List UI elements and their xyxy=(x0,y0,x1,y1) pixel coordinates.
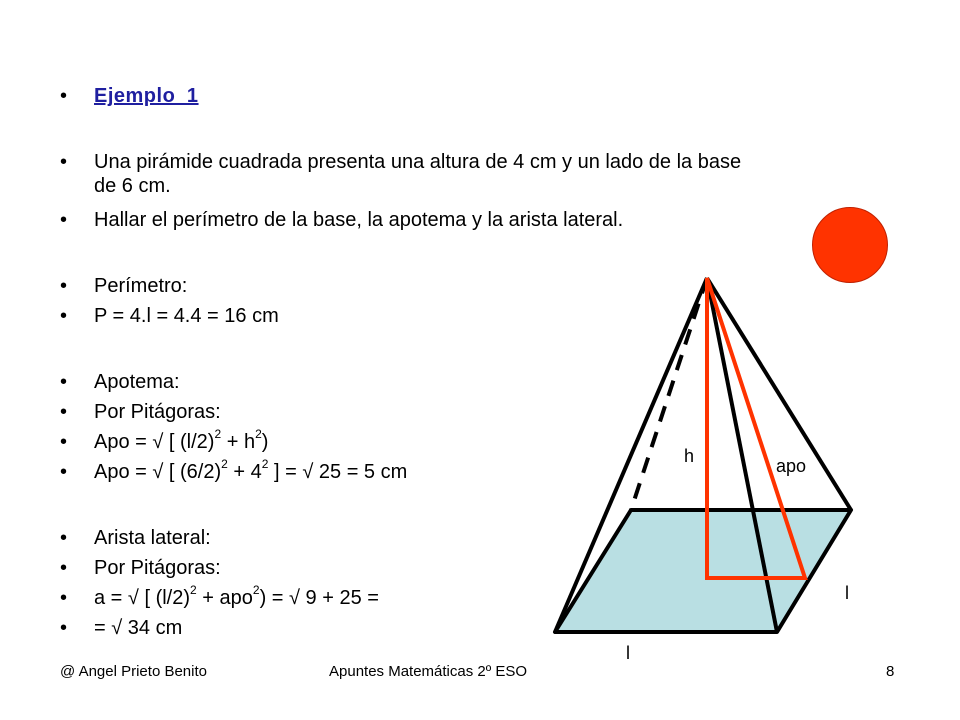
label-l-bottom: l xyxy=(626,643,630,663)
label-apo: apo xyxy=(776,456,807,476)
hidden-edge xyxy=(631,278,707,510)
apotema-heading: Apotema: xyxy=(94,371,180,393)
label-h: h xyxy=(684,446,695,466)
arista-pitagoras: Por Pitágoras: xyxy=(94,557,221,579)
slide-title[interactable]: Ejemplo_1 xyxy=(94,85,199,107)
apo-formula: Apo = √ [ $(l/2)^2 + h^2$) xyxy=(94,427,269,453)
arista-result: = √ 34 cm xyxy=(94,617,183,639)
arista-formula: a = √ [ $(l/2)^2 + apo^2$) = √ 9 + 25 = xyxy=(94,583,379,609)
footer-page-number: 8 xyxy=(886,663,895,680)
label-l-right: l xyxy=(845,583,849,603)
task-text: Hallar el perímetro de la base, la apotema y la arista lateral. xyxy=(94,209,624,231)
footer-course: Apuntes Matemáticas 2º ESO xyxy=(329,663,528,680)
statement-text: Una pirámide cuadrada presenta una altura de 4 cm y un lado de la base de 6 cm. xyxy=(94,151,742,197)
perimetro-calc: P = 4.l = 4.4 = 16 cm xyxy=(94,305,279,327)
arista-heading: Arista lateral: xyxy=(94,527,211,549)
footer-author: @ Angel Prieto Benito xyxy=(60,663,207,680)
apotema-pitagoras: Por Pitágoras: xyxy=(94,401,221,423)
perimetro-heading: Perímetro: xyxy=(94,275,188,297)
apo-calc: Apo = √ [ $(6/2)^2 + 4^2$ ] = √ 25 = 5 cm xyxy=(94,457,408,483)
